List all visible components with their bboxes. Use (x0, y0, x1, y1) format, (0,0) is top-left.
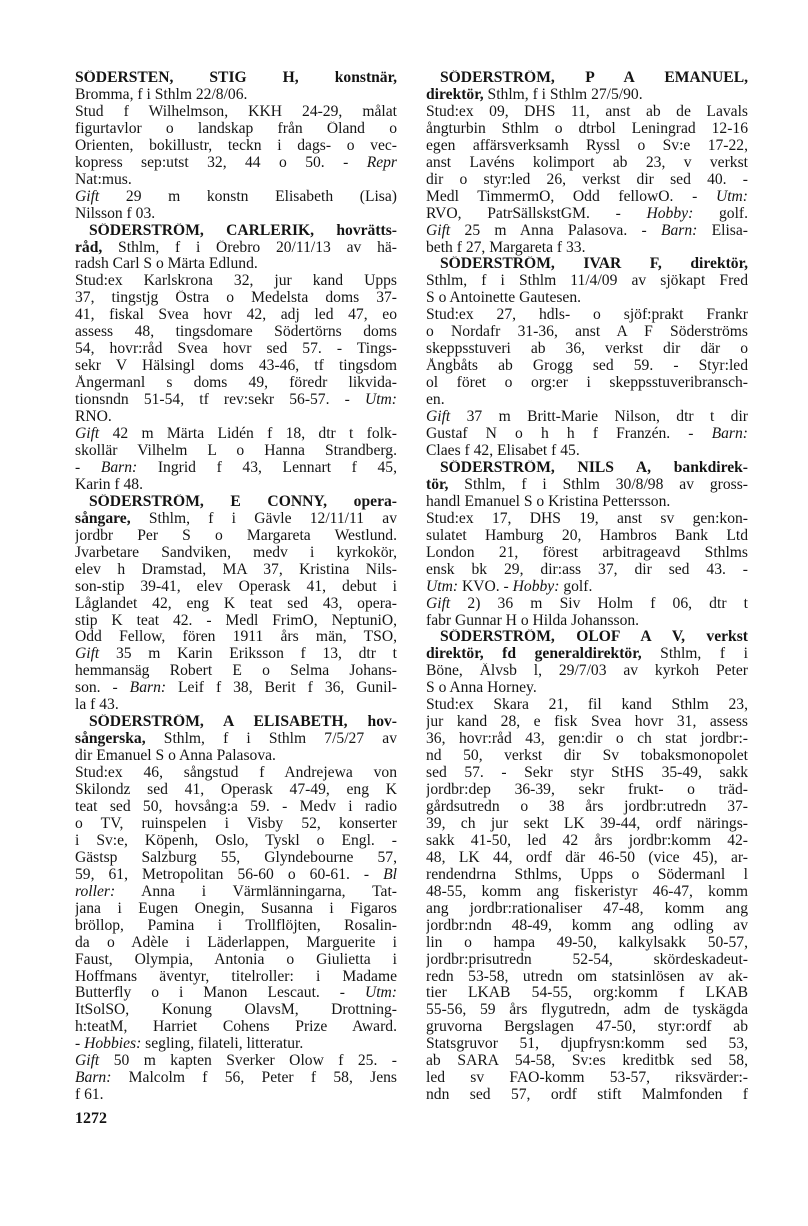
text-line: råd, Sthlm, f i Örebro 20/11/13 av hä- (75, 239, 397, 256)
text-line: o TV, ruinspelen i Visby 52, konserter (75, 815, 397, 832)
text-line: Jvarbetare Sandviken, medv i kyrkokör, (75, 544, 397, 561)
text-line: Gustaf N o h h f Franzén. - Barn: (426, 426, 748, 443)
text-line: 37, tingstjg Östra o Medelsta doms 37- (75, 290, 397, 307)
text-line: beth f 27, Margareta f 33. (426, 239, 586, 256)
text-line: kopress sep:utst 32, 44 o 50. - Repr (75, 154, 397, 171)
text-line: Stud:ex 09, DHS 11, anst ab de Lavals (426, 103, 748, 120)
text-line: gårdsutredn o 38 års jordbr:utredn 37- (426, 798, 748, 815)
text-line: ab SARA 54-58, Sv:es kreditbk sed 58, (426, 1053, 748, 1070)
text-line: Ångbåts ab Grogg sed 59. - Styr:led (426, 358, 748, 375)
text-line: gruvorna Bergslagen 47-50, styr:ordf ab (426, 1019, 748, 1036)
page-number: 1272 (75, 1110, 107, 1127)
text-line: ensk bk 29, dir:ass 37, dir sed 43. - (426, 561, 748, 578)
text-line: SÖDERSTRÖM, A ELISABETH, hov- (89, 714, 397, 731)
text-line: ang jordbr:rationaliser 47-48, komm ang (426, 900, 748, 917)
text-line: 59, 61, Metropolitan 56-60 o 60-61. - Bl (75, 866, 397, 883)
text-line: 55-56, 59 års flygutredn, adm de tyskägda (426, 1002, 748, 1019)
text-line: SÖDERSTRÖM, E CONNY, opera- (89, 493, 397, 510)
text-line: h:teatM, Harriet Cohens Prize Award. (75, 1019, 397, 1036)
text-line: nd 50, verkst dir Sv tobaksmonopolet (426, 748, 748, 765)
text-line: 41, fiskal Svea hovr 42, adj led 47, eo (75, 307, 397, 324)
text-line: Böne, Älvsb l, 29/7/03 av kyrkoh Peter (426, 663, 748, 680)
text-line: la f 43. (75, 697, 119, 714)
text-line: Orienten, bokillustr, teckn i dags- o vec- (75, 137, 397, 154)
text-line: handl Emanuel S o Kristina Pettersson. (426, 493, 671, 510)
text-line: Medl TimmermO, Odd fellowO. - Utm: (426, 188, 748, 205)
text-line: skeppsstuveri ab 36, verkst dir där o (426, 341, 748, 358)
text-line: Gift 2) 36 m Siv Holm f 06, dtr t (426, 595, 748, 612)
text-line: Utm: KVO. - Hobby: golf. (426, 578, 593, 595)
text-line: lin o hampa 49-50, kalkylsakk 50-57, (426, 934, 748, 951)
text-line: sekr V Hälsingl doms 43-46, tf tingsdom (75, 358, 397, 375)
text-line: Sthlm, f i Sthlm 11/4/09 av sjökapt Fred (426, 273, 748, 290)
text-line: fabr Gunnar H o Hilda Johansson. (426, 612, 640, 629)
text-line: Stud:ex 27, hdls- o sjöf:prakt Frankr (426, 307, 748, 324)
text-line: ndn sed 57, ordf stift Malmfonden f (426, 1087, 748, 1104)
text-line: dir o styr:led 26, verkst dir sed 40. - (426, 171, 748, 188)
text-line: ItSolSO, Konung OlavsM, Drottning- (75, 1002, 397, 1019)
text-line: jordbr Per S o Margareta Westlund. (75, 527, 397, 544)
text-line: SÖDERSTRÖM, IVAR F, direktör, (440, 256, 748, 273)
text-line: SÖDERSTRÖM, CARLERIK, hovrätts- (89, 222, 397, 239)
text-line: 54, hovr:råd Svea hovr sed 57. - Tings- (75, 341, 397, 358)
text-line: Stud:ex 46, sångstud f Andrejewa von (75, 765, 397, 782)
text-line: tionsndn 51-54, tf rev:sekr 56-57. - Utm: (75, 392, 397, 409)
text-line: Låglandet 42, eng K teat sed 43, opera- (75, 595, 397, 612)
text-line: Gift 50 m kapten Sverker Olow f 25. - (75, 1053, 397, 1070)
text-line: Nat:mus. (75, 171, 132, 188)
text-line: sed 57. - Sekr styr StHS 35-49, sakk (426, 765, 748, 782)
text-line: sakk 41-50, led 42 års jordbr:komm 42- (426, 832, 748, 849)
text-line: ol föret o org:er i skeppsstuveribransch- (426, 375, 748, 392)
text-line: Faust, Olympia, Antonia o Giulietta i (75, 951, 397, 968)
text-line: RNO. (75, 409, 112, 426)
text-line: anst Lavéns kolimport ab 23, v verkst (426, 154, 748, 171)
text-line: Butterfly o i Manon Lescaut. - Utm: (75, 985, 397, 1002)
text-line: Gift 42 m Märta Lidén f 18, dtr t folk- (75, 426, 397, 443)
text-line: Claes f 42, Elisabet f 45. (426, 442, 580, 459)
text-line: sångare, Sthlm, f i Gävle 12/11/11 av (75, 510, 397, 527)
text-line: sångerska, Sthlm, f i Sthlm 7/5/27 av (75, 731, 397, 748)
text-line: Karin f 48. (75, 476, 143, 493)
text-line: jordbr:prisutredn 52-54, skördeskadeut- (426, 951, 748, 968)
text-line: son. - Barn: Leif f 38, Berit f 36, Gunil- (75, 680, 397, 697)
text-line: dir Emanuel S o Anna Palasova. (75, 748, 276, 765)
text-line: Gift 25 m Anna Palasova. - Barn: Elisa- (426, 222, 748, 239)
text-line: egen affärsverksamh Ryssl o Sv:e 17-22, (426, 137, 748, 154)
text-line: figurtavlor o landskap från Öland o (75, 120, 397, 137)
text-line: RVO, PatrSällskstGM. - Hobby: golf. (426, 205, 748, 222)
text-line: tör, Sthlm, f i Sthlm 30/8/98 av gross- (426, 476, 748, 493)
left-column (75, 70, 397, 1104)
text-line: hemmansäg Robert E o Selma Johans- (75, 663, 397, 680)
text-line: - Barn: Ingrid f 43, Lennart f 45, (75, 459, 397, 476)
text-line: i Sv:e, Köpenh, Oslo, Tyskl o Engl. - (75, 832, 397, 849)
text-line: SÖDERSTRÖM, OLOF A V, verkst (440, 629, 748, 646)
text-line: redn 53-58, utredn om statsinlösen av ak- (426, 968, 748, 985)
text-line: 48-55, komm ang fiskeristyr 46-47, komm (426, 883, 748, 900)
text-line: da o Adèle i Läderlappen, Marguerite i (75, 934, 397, 951)
text-line: Ångermanl s doms 49, föredr likvida- (75, 375, 397, 392)
text-line: en. (426, 392, 445, 409)
text-line: Gästsp Salzburg 55, Glyndebourne 57, (75, 849, 397, 866)
text-line: Stud:ex Skara 21, fil kand Sthlm 23, (426, 697, 748, 714)
text-line: elev h Dramstad, MA 37, Kristina Nils- (75, 561, 397, 578)
text-line: roller: Anna i Värmlänningarna, Tat- (75, 883, 397, 900)
text-line: rendendrna Sthlms, Upps o Södermanl l (426, 866, 748, 883)
text-line: f 61. (75, 1087, 104, 1104)
text-line: 39, ch jur sekt LK 39-44, ordf närings- (426, 815, 748, 832)
text-line: Stud f Wilhelmson, KKH 24-29, målat (75, 103, 397, 120)
text-line: direktör, Sthlm, f i Sthlm 27/5/90. (426, 86, 643, 103)
text-line: - Hobbies: segling, filateli, litteratur. (75, 1036, 304, 1053)
text-line: sulatet Hamburg 20, Hambros Bank Ltd (426, 527, 748, 544)
text-line: Gift 37 m Britt-Marie Nilson, dtr t dir (426, 409, 748, 426)
text-line: London 21, förest arbitrageavd Sthlms (426, 544, 748, 561)
text-line: stip K teat 42. - Medl FrimO, NeptuniO, (75, 612, 397, 629)
text-line: SÖDERSTEN, STIG H, konstnär, (75, 70, 397, 86)
text-line: Bromma, f i Sthlm 22/8/06. (75, 86, 248, 103)
text-line: Barn: Malcolm f 56, Peter f 58, Jens (75, 1070, 397, 1087)
text-line: radsh Carl S o Märta Edlund. (75, 256, 258, 273)
right-column (426, 70, 748, 1104)
text-line: o Nordafr 31-36, anst A F Söderströms (426, 324, 748, 341)
text-line: direktör, fd generaldirektör, Sthlm, f i (426, 646, 748, 663)
text-line: 36, hovr:råd 43, gen:dir o ch stat jordbr:- (426, 731, 748, 748)
text-line: jordbr:dep 36-39, sekr frukt- o träd- (426, 782, 748, 799)
text-line: Stud:ex Karlskrona 32, jur kand Upps (75, 273, 397, 290)
text-line: jana i Eugen Onegin, Susanna i Figaros (75, 900, 397, 917)
text-line: son-stip 39-41, elev Operask 41, debut i (75, 578, 397, 595)
text-line: S o Anna Horney. (426, 680, 537, 697)
text-line: skollär Vilhelm L o Hanna Strandberg. (75, 442, 397, 459)
text-line: bröllop, Pamina i Trollflöjten, Rosalin- (75, 917, 397, 934)
text-line: Stud:ex 17, DHS 19, anst sv gen:kon- (426, 510, 748, 527)
text-line: led sv FAO-komm 53-57, riksvärder:- (426, 1070, 748, 1087)
text-line: SÖDERSTRÖM, P A EMANUEL, (440, 70, 748, 86)
text-line: Gift 29 m konstn Elisabeth (Lisa) (75, 188, 397, 205)
text-line: ångturbin Sthlm o dtrbol Leningrad 12-16 (426, 120, 748, 137)
text-line: Skilondz sed 41, Operask 47-49, eng K (75, 782, 397, 799)
text-line: Hoffmans äventyr, titelroller: i Madame (75, 968, 397, 985)
text-line: 48, LK 44, ordf där 46-50 (vice 45), ar- (426, 849, 748, 866)
text-line: Nilsson f 03. (75, 205, 156, 222)
text-line: assess 48, tingsdomare Södertörns doms (75, 324, 397, 341)
text-line: teat sed 50, hovsång:a 59. - Medv i radio (75, 798, 397, 815)
text-line: Gift 35 m Karin Eriksson f 13, dtr t (75, 646, 397, 663)
text-line: Odd Fellow, fören 1911 års män, TSO, (75, 629, 397, 646)
text-line: jur kand 28, e fisk Svea hovr 31, assess (426, 714, 748, 731)
text-line: tier LKAB 54-55, org:komm f LKAB (426, 985, 748, 1002)
text-line: jordbr:ndn 48-49, komm ang odling av (426, 917, 748, 934)
text-line: SÖDERSTRÖM, NILS A, bankdirek- (440, 459, 748, 476)
text-line: Statsgruvor 51, djupfrysn:komm sed 53, (426, 1036, 748, 1053)
text-line: S o Antoinette Gautesen. (426, 290, 582, 307)
